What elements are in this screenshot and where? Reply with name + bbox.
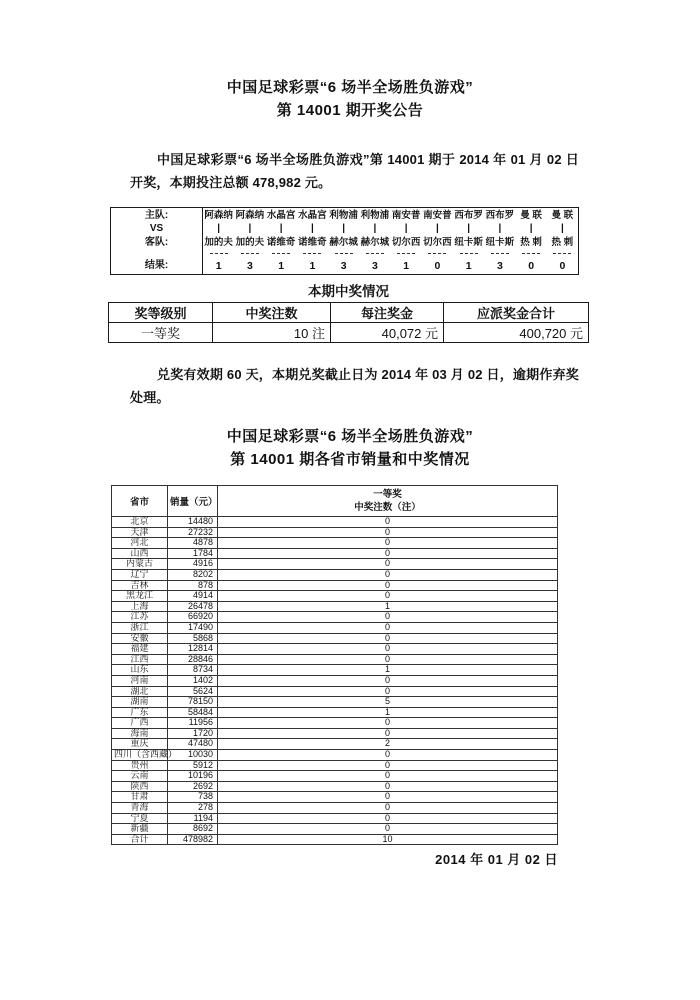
province-sales-table bbox=[111, 485, 558, 845]
province-name-cell: 吉林 bbox=[112, 580, 168, 591]
province-prize-cell: 0 bbox=[218, 559, 558, 570]
province-name-cell: 山东 bbox=[112, 665, 168, 676]
dash-underline bbox=[335, 253, 353, 254]
province-sales-cell: 8692 bbox=[168, 824, 218, 835]
vs-separator-cell: | bbox=[373, 223, 377, 234]
prize-total-cell: 400,720 元 bbox=[444, 323, 589, 343]
dash-underline bbox=[366, 253, 384, 254]
province-name-cell: 广东 bbox=[112, 707, 168, 718]
province-row bbox=[112, 633, 558, 644]
province-row bbox=[112, 527, 558, 538]
province-sales-cell: 1402 bbox=[168, 675, 218, 686]
result-cell: 1 bbox=[215, 260, 222, 272]
row-label: VS bbox=[111, 223, 203, 236]
province-prize-cell: 0 bbox=[218, 675, 558, 686]
province-row bbox=[112, 548, 558, 559]
vs-separator-cell: | bbox=[404, 223, 408, 234]
province-row bbox=[112, 824, 558, 835]
province-name-cell: 福建 bbox=[112, 644, 168, 655]
province-sales-cell: 5868 bbox=[168, 633, 218, 644]
province-row bbox=[112, 813, 558, 824]
province-prize-cell: 0 bbox=[218, 760, 558, 771]
row-label: 客队: bbox=[111, 236, 203, 250]
prize-per-bet-cell: 40,072 元 bbox=[331, 323, 444, 343]
vs-separator-cell: | bbox=[310, 223, 314, 234]
result-cell: 1 bbox=[403, 260, 410, 272]
dash-underline bbox=[491, 253, 509, 254]
result-cell: 1 bbox=[465, 260, 472, 272]
province-name-cell: 安徽 bbox=[112, 633, 168, 644]
province-name-cell: 天津 bbox=[112, 527, 168, 538]
province-name-cell: 江苏 bbox=[112, 612, 168, 623]
home-team-cell: 南安普 bbox=[391, 210, 421, 221]
dash-cell bbox=[453, 250, 484, 259]
result-cell: 1 bbox=[278, 260, 285, 272]
province-name-cell: 浙江 bbox=[112, 622, 168, 633]
province-prize-cell: 0 bbox=[218, 569, 558, 580]
province-sales-cell: 8202 bbox=[168, 569, 218, 580]
dash-underline bbox=[241, 253, 259, 254]
province-sales-cell: 1194 bbox=[168, 813, 218, 824]
province-row bbox=[112, 644, 558, 655]
vs-separator-cell: | bbox=[560, 223, 564, 234]
province-name-cell: 辽宁 bbox=[112, 569, 168, 580]
province-prize-cell: 0 bbox=[218, 538, 558, 549]
province-sales-cell: 58484 bbox=[168, 707, 218, 718]
dash-cell bbox=[547, 250, 578, 259]
province-prize-cell: 0 bbox=[218, 517, 558, 528]
result-cell: 3 bbox=[340, 260, 347, 272]
province-row bbox=[112, 750, 558, 761]
province-row bbox=[112, 569, 558, 580]
dash-cell bbox=[297, 250, 328, 259]
province-row bbox=[112, 654, 558, 665]
row-label: 结果: bbox=[111, 259, 203, 274]
province-row bbox=[112, 781, 558, 792]
province-prize-cell: 0 bbox=[218, 686, 558, 697]
province-name-cell: 山西 bbox=[112, 548, 168, 559]
province-sales-cell: 28846 bbox=[168, 654, 218, 665]
province-name-cell: 重庆 bbox=[112, 739, 168, 750]
away-team-cell: 切尔西 bbox=[391, 237, 421, 248]
province-prize-cell: 0 bbox=[218, 591, 558, 602]
province-row bbox=[112, 612, 558, 623]
result-cell: 3 bbox=[371, 260, 378, 272]
province-row bbox=[112, 580, 558, 591]
province-name-cell: 江西 bbox=[112, 654, 168, 665]
dash-underline bbox=[460, 253, 478, 254]
home-team-cell: 水晶宫 bbox=[298, 210, 327, 221]
province-row bbox=[112, 601, 558, 612]
province-row bbox=[112, 834, 558, 845]
province-name-cell: 上海 bbox=[112, 601, 168, 612]
province-prize-cell: 0 bbox=[218, 824, 558, 835]
province-prize-cell: 0 bbox=[218, 718, 558, 729]
dash-cell bbox=[516, 250, 547, 259]
province-row bbox=[112, 665, 558, 676]
dash-cell bbox=[484, 250, 515, 259]
away-team-cell: 赫尔城 bbox=[360, 237, 390, 248]
result-cell: 3 bbox=[496, 260, 503, 272]
province-sales-cell: 66920 bbox=[168, 612, 218, 623]
home-team-cell: 利物浦 bbox=[329, 210, 358, 221]
away-team-cell: 热 刺 bbox=[551, 237, 574, 248]
province-row bbox=[112, 760, 558, 771]
province-sales-cell: 78150 bbox=[168, 697, 218, 708]
province-sales-cell: 4916 bbox=[168, 559, 218, 570]
province-header-row bbox=[112, 486, 558, 517]
away-team-cell: 加的夫 bbox=[235, 237, 265, 248]
province-prize-cell: 0 bbox=[218, 750, 558, 761]
province-sales-cell: 5624 bbox=[168, 686, 218, 697]
match-results-table bbox=[110, 207, 579, 275]
dash-cell bbox=[234, 250, 265, 259]
province-name-cell: 甘肃 bbox=[112, 792, 168, 803]
home-team-cell: 利物浦 bbox=[360, 210, 390, 221]
province-sales-cell: 2692 bbox=[168, 781, 218, 792]
province-sales-cell: 14480 bbox=[168, 517, 218, 528]
province-prize-cell: 0 bbox=[218, 612, 558, 623]
province-row bbox=[112, 675, 558, 686]
vs-separator-cell: | bbox=[248, 223, 252, 234]
prize-section bbox=[108, 280, 589, 343]
province-prize-cell: 0 bbox=[218, 548, 558, 559]
province-row bbox=[112, 728, 558, 739]
province-section-title-line2: 第 14001 期各省市销量和中奖情况 bbox=[230, 451, 470, 468]
province-row bbox=[112, 792, 558, 803]
away-team-cell: 诺维奇 bbox=[298, 237, 327, 248]
province-name-cell: 陕西 bbox=[112, 781, 168, 792]
vs-separator-cell: | bbox=[435, 223, 439, 234]
province-name-cell: 黑龙江 bbox=[112, 591, 168, 602]
province-sales-cell: 478982 bbox=[168, 834, 218, 845]
province-section-title-line1: 中国足球彩票“6 场半全场胜负游戏” bbox=[226, 428, 474, 445]
province-name-cell: 北京 bbox=[112, 517, 168, 528]
province-prize-cell: 0 bbox=[218, 654, 558, 665]
province-prize-cell: 1 bbox=[218, 665, 558, 676]
dash-underline bbox=[522, 253, 540, 254]
prize-level-cell: 一等奖 bbox=[109, 323, 213, 343]
province-name-cell: 四川（含西藏） bbox=[112, 750, 168, 761]
province-prize-cell: 0 bbox=[218, 792, 558, 803]
away-team-cell: 赫尔城 bbox=[329, 237, 358, 248]
province-header-prize-line2: 中奖注数（注） bbox=[354, 502, 421, 513]
province-prize-cell: 0 bbox=[218, 644, 558, 655]
result-cell: 0 bbox=[434, 260, 441, 272]
redemption-paragraph: 兑奖有效期 60 天，本期兑奖截止日为 2014 年 03 月 02 日，逾期作弃奖处理。 bbox=[130, 367, 579, 405]
province-name-cell: 河北 bbox=[112, 538, 168, 549]
prize-count-cell: 10 注 bbox=[213, 323, 331, 343]
province-row bbox=[112, 559, 558, 570]
intro-paragraph: 中国足球彩票“6 场半全场胜负游戏”第 14001 期于 2014 年 01 月 02 日开奖，本期投注总额 478,982 元。 bbox=[130, 152, 579, 190]
province-name-cell: 海南 bbox=[112, 728, 168, 739]
province-prize-cell: 0 bbox=[218, 622, 558, 633]
prize-data-row bbox=[109, 323, 589, 343]
province-header-prize-line1: 一等奖 bbox=[373, 489, 402, 500]
dash-underline bbox=[553, 253, 571, 254]
result-cell: 0 bbox=[528, 260, 535, 272]
province-name-cell: 湖南 bbox=[112, 697, 168, 708]
prize-table bbox=[108, 302, 589, 343]
province-name-cell: 贵州 bbox=[112, 760, 168, 771]
province-row bbox=[112, 707, 558, 718]
province-row bbox=[112, 622, 558, 633]
province-name-cell: 河南 bbox=[112, 675, 168, 686]
province-prize-cell: 5 bbox=[218, 697, 558, 708]
prize-header-count: 中奖注数 bbox=[213, 303, 331, 323]
province-sales-cell: 4914 bbox=[168, 591, 218, 602]
document-title-line1: 中国足球彩票“6 场半全场胜负游戏” bbox=[226, 79, 474, 96]
province-prize-cell: 0 bbox=[218, 803, 558, 814]
province-prize-cell: 0 bbox=[218, 728, 558, 739]
province-sales-cell: 738 bbox=[168, 792, 218, 803]
home-team-cell: 西布罗 bbox=[454, 210, 483, 221]
home-team-cell: 水晶宫 bbox=[266, 210, 296, 221]
footer-date: 2014 年 01 月 02 日 bbox=[435, 852, 558, 868]
dash-cell bbox=[266, 250, 297, 259]
vs-separator-cell: | bbox=[342, 223, 346, 234]
result-cell: 0 bbox=[559, 260, 566, 272]
dash-underline bbox=[210, 253, 228, 254]
province-prize-cell: 0 bbox=[218, 813, 558, 824]
document-title bbox=[0, 0, 700, 122]
row-label bbox=[111, 250, 203, 259]
document-title-line2: 第 14001 期开奖公告 bbox=[276, 102, 424, 119]
dash-cell bbox=[203, 250, 234, 259]
dash-cell bbox=[391, 250, 422, 259]
province-row bbox=[112, 591, 558, 602]
province-name-cell: 广西 bbox=[112, 718, 168, 729]
province-name-cell: 湖北 bbox=[112, 686, 168, 697]
row-label: 主队: bbox=[111, 208, 203, 223]
dash-underline bbox=[428, 253, 446, 254]
province-sales-cell: 1720 bbox=[168, 728, 218, 739]
prize-header-level: 奖等级别 bbox=[109, 303, 213, 323]
vs-separator-cell: | bbox=[217, 223, 221, 234]
away-team-cell: 纽卡斯 bbox=[485, 237, 515, 248]
dash-cell bbox=[422, 250, 453, 259]
away-team-cell: 切尔西 bbox=[423, 237, 452, 248]
away-team-cell: 加的夫 bbox=[204, 237, 233, 248]
province-name-cell: 新疆 bbox=[112, 824, 168, 835]
province-prize-cell: 0 bbox=[218, 580, 558, 591]
result-cell: 3 bbox=[246, 260, 253, 272]
province-prize-cell: 0 bbox=[218, 781, 558, 792]
province-sales-cell: 12814 bbox=[168, 644, 218, 655]
province-sales-cell: 26478 bbox=[168, 601, 218, 612]
dash-cell bbox=[328, 250, 359, 259]
result-cell: 1 bbox=[309, 260, 316, 272]
province-sales-cell: 17490 bbox=[168, 622, 218, 633]
prize-header-row bbox=[109, 303, 589, 323]
province-prize-cell: 1 bbox=[218, 601, 558, 612]
province-sales-cell: 10196 bbox=[168, 771, 218, 782]
home-team-cell: 曼 联 bbox=[551, 210, 574, 221]
vs-separator-cell: | bbox=[467, 223, 471, 234]
province-sales-cell: 878 bbox=[168, 580, 218, 591]
home-team-cell: 阿森纳 bbox=[235, 210, 265, 221]
province-row bbox=[112, 517, 558, 528]
province-header-sales: 销量（元） bbox=[168, 486, 218, 517]
province-header-prize bbox=[218, 486, 558, 517]
province-prize-cell: 2 bbox=[218, 739, 558, 750]
dash-cell bbox=[359, 250, 390, 259]
province-prize-cell: 0 bbox=[218, 527, 558, 538]
province-sales-cell: 10030 bbox=[168, 750, 218, 761]
province-prize-cell: 0 bbox=[218, 633, 558, 644]
vs-separator-cell: | bbox=[529, 223, 533, 234]
home-team-cell: 阿森纳 bbox=[204, 210, 233, 221]
province-sales-cell: 1784 bbox=[168, 548, 218, 559]
province-row bbox=[112, 771, 558, 782]
province-sales-cell: 47480 bbox=[168, 739, 218, 750]
province-sales-cell: 5912 bbox=[168, 760, 218, 771]
away-team-cell: 纽卡斯 bbox=[454, 237, 483, 248]
province-table-wrap bbox=[111, 485, 558, 845]
province-prize-cell: 10 bbox=[218, 834, 558, 845]
province-prize-cell: 0 bbox=[218, 771, 558, 782]
vs-separator-cell: | bbox=[498, 223, 502, 234]
province-sales-cell: 11956 bbox=[168, 718, 218, 729]
province-name-cell: 内蒙古 bbox=[112, 559, 168, 570]
province-row bbox=[112, 686, 558, 697]
dash-underline bbox=[303, 253, 321, 254]
home-team-cell: 曼 联 bbox=[520, 210, 542, 221]
province-row bbox=[112, 739, 558, 750]
province-row bbox=[112, 538, 558, 549]
province-row bbox=[112, 697, 558, 708]
dash-underline bbox=[272, 253, 290, 254]
province-row bbox=[112, 803, 558, 814]
away-team-cell: 热 刺 bbox=[520, 237, 542, 248]
province-sales-cell: 27232 bbox=[168, 527, 218, 538]
province-sales-cell: 8734 bbox=[168, 665, 218, 676]
prize-header-total: 应派奖金合计 bbox=[444, 303, 589, 323]
vs-separator-cell: | bbox=[279, 223, 283, 234]
dash-underline bbox=[397, 253, 415, 254]
province-prize-cell: 1 bbox=[218, 707, 558, 718]
province-name-cell: 宁夏 bbox=[112, 813, 168, 824]
away-team-cell: 诺维奇 bbox=[266, 237, 296, 248]
province-row bbox=[112, 718, 558, 729]
province-sales-cell: 4878 bbox=[168, 538, 218, 549]
province-sales-cell: 278 bbox=[168, 803, 218, 814]
province-name-cell: 合计 bbox=[112, 834, 168, 845]
prize-section-title: 本期中奖情况 bbox=[308, 284, 389, 299]
prize-header-per-bet: 每注奖金 bbox=[331, 303, 444, 323]
province-name-cell: 云南 bbox=[112, 771, 168, 782]
province-section-title bbox=[0, 425, 700, 471]
province-name-cell: 青海 bbox=[112, 803, 168, 814]
province-header-name: 省市 bbox=[112, 486, 168, 517]
home-team-cell: 南安普 bbox=[423, 210, 452, 221]
home-team-cell: 西布罗 bbox=[485, 210, 515, 221]
